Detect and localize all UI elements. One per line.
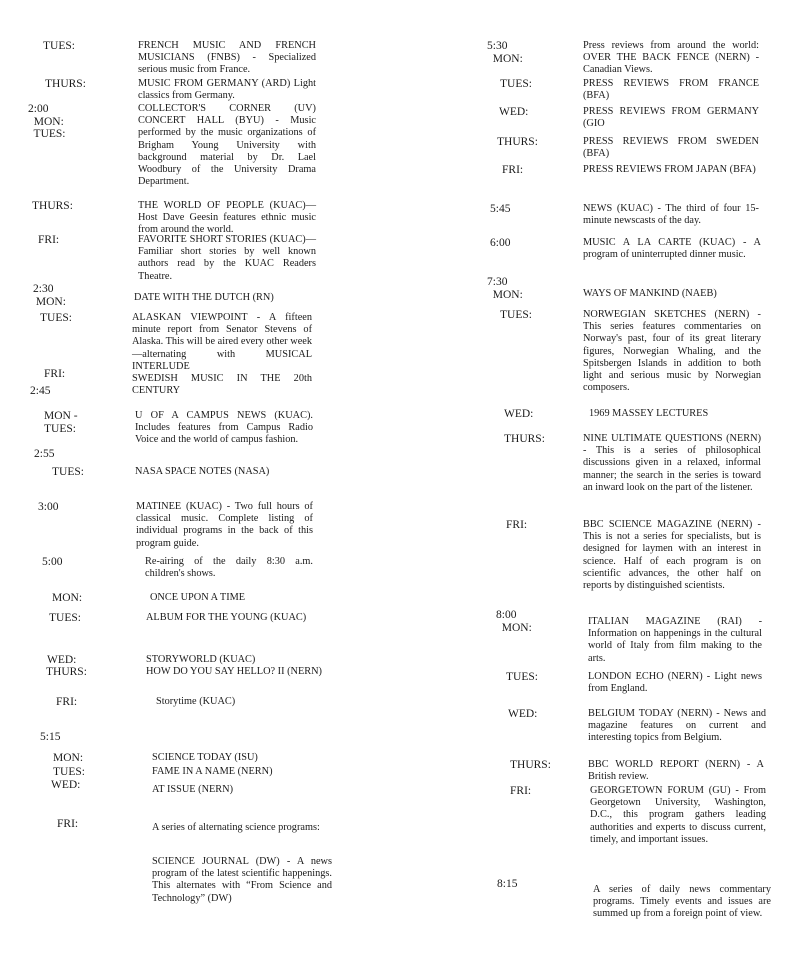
time-day-label: WED: [508, 708, 538, 720]
time-day-label: WED: [499, 106, 529, 118]
time-day-label: 2:00 MON: TUES: [28, 103, 66, 140]
program-description: PRESS REVIEWS FROM SWEDEN (BFA) [583, 136, 759, 160]
time-day-label: TUES: [40, 312, 72, 324]
time-day-label: 6:00 [490, 237, 511, 249]
time-day-label: FRI: [506, 519, 528, 531]
time-day-label: TUES: [506, 671, 538, 683]
program-description: ALBUM FOR THE YOUNG (KUAC) [146, 612, 307, 623]
program-description: MUSIC FROM GERMANY (ARD) Light classics from Germany. [138, 78, 316, 102]
time-day-label: TUES: [52, 466, 84, 478]
program-description: ITALIAN MAGAZINE (RAI) - Information on happenings in the cultural world of Italy from film making to the arts. [588, 616, 762, 664]
right-column [400, 0, 800, 980]
time-day-label: 8:15 [497, 878, 518, 890]
time-day-label: FRI: [57, 818, 79, 830]
time-day-label: 5:30 MON: [487, 40, 523, 65]
program-description: Press reviews from around the world: OVER THE BACK FENCE (NERN) - Canadian Views. [583, 40, 759, 76]
time-day-label: 7:30 MON: [487, 276, 523, 301]
program-description: MUSIC A LA CARTE (KUAC) - A program of uninterrupted dinner music. [583, 237, 761, 261]
program-description: DATE WITH THE DUTCH (RN) [134, 292, 274, 303]
time-day-label: FRI: [38, 234, 60, 246]
program-description: THE WORLD OF PEOPLE (KUAC)—Host Dave Geesin features ethnic music from around the world. [138, 200, 316, 236]
program-description: NASA SPACE NOTES (NASA) [135, 466, 270, 477]
program-description: Re-airing of the daily 8:30 a.m. children's shows. [145, 556, 313, 580]
program-description: BELGIUM TODAY (NERN) - News and magazine features on current and interesting topics from Belgium. [588, 708, 766, 744]
program-description: AT ISSUE (NERN) [152, 784, 234, 795]
time-day-label: THURS: [497, 136, 538, 148]
program-description: BBC SCIENCE MAGAZINE (NERN) - This is not a series for specialists, but is designed for laymen with an interest in science. Half of each program is on scientific advances, the other half on reports by distinguished scientists. [583, 519, 761, 592]
program-description: NORWEGIAN SKETCHES (NERN) - This series features commentaries on Norway's past, four of its great literary figures, Norwegian Whaling, and the Spitsbergen Islands in addition to both light and serious music by Norwegian composers. [583, 309, 761, 394]
time-day-label: FRI: [56, 696, 78, 708]
program-description: SWEDISH MUSIC IN THE 20th CENTURY [132, 373, 312, 397]
program-description: SCIENCE TODAY (ISU) [152, 752, 258, 763]
time-day-label: TUES: [43, 40, 75, 52]
program-description: STORYWORLD (KUAC) [146, 654, 256, 665]
program-description: FAME IN A NAME (NERN) [152, 766, 273, 777]
time-day-label: 5:45 [490, 203, 511, 215]
program-description: PRESS REVIEWS FROM FRANCE (BFA) [583, 78, 759, 102]
time-day-label: 8:00 MON: [496, 609, 532, 634]
program-description: SCIENCE JOURNAL (DW) - A news program of the latest scientific happenings. This alternates with “From Science and Technology” (DW) [152, 856, 332, 904]
program-description: GEORGETOWN FORUM (GU) - From Georgetown University, Washington, D.C., this program gathers leading authorities and experts to discuss current, timely, and important issues. [590, 785, 766, 845]
time-day-label: MON: [52, 592, 83, 604]
program-description: 1969 MASSEY LECTURES [589, 408, 709, 419]
time-day-label: MON: [53, 752, 84, 764]
program-description: A series of daily news commentary programs. Timely events and issues are summed up from a foreign point of view. [593, 884, 771, 920]
program-description: WAYS OF MANKIND (NAEB) [583, 288, 717, 299]
time-day-label: TUES: [500, 78, 532, 90]
program-description: NINE ULTIMATE QUESTIONS (NERN) - This is a series of philosophical discussions given in a relaxed, informal manner; the search in the series is toward an inward look on the part of the listener. [583, 433, 761, 493]
program-description: COLLECTOR'S CORNER (UV) CONCERT HALL (BYU) - Music performed by the music organizations of Brigham Young University with background material by Dr. Lael Woodbury of the University Drama Department. [138, 103, 316, 188]
time-day-label: THURS: [32, 200, 73, 212]
time-day-label: 3:00 [38, 501, 59, 513]
program-description: BBC WORLD REPORT (NERN) - A British review. [588, 759, 764, 783]
time-day-label: FRI: [44, 368, 66, 380]
program-description: A series of alternating science programs: [152, 822, 320, 833]
time-day-label: THURS: [504, 433, 545, 445]
program-description: ALASKAN VIEWPOINT - A fifteen minute report from Senator Stevens of Alaska. This will be aired every other week—alternating with MUSICAL INTERLUDE [132, 312, 312, 372]
time-day-label: 5:00 [42, 556, 63, 568]
time-day-label: WED: [51, 779, 81, 791]
program-description: NEWS (KUAC) - The third of four 15-minute newscasts of the day. [583, 203, 759, 227]
time-day-label: FRI: [502, 164, 524, 176]
program-description: PRESS REVIEWS FROM JAPAN (BFA) [583, 164, 756, 175]
program-description: ONCE UPON A TIME [150, 592, 246, 603]
time-day-label: TUES: [500, 309, 532, 321]
program-description: FRENCH MUSIC AND FRENCH MUSICIANS (FNBS) - Specialized serious music from France. [138, 40, 316, 76]
time-day-label: 2:45 [30, 385, 51, 397]
time-day-label: TUES: [53, 766, 85, 778]
program-description: LONDON ECHO (NERN) - Light news from England. [588, 671, 762, 695]
program-description: FAVORITE SHORT STORIES (KUAC)—Familiar short stories by well known authors read by the KUAC Readers Theatre. [138, 234, 316, 282]
time-day-label: WED: [504, 408, 534, 420]
time-day-label: 5:15 [40, 731, 61, 743]
time-day-label: FRI: [510, 785, 532, 797]
program-description: Storytime (KUAC) [156, 696, 236, 707]
time-day-label: THURS: [46, 666, 87, 678]
program-description: HOW DO YOU SAY HELLO? II (NERN) [146, 666, 322, 677]
time-day-label: MON - TUES: [44, 410, 78, 435]
program-description: MATINEE (KUAC) - Two full hours of classical music. Complete listing of individual programs in the back of this program guide. [136, 501, 313, 549]
time-day-label: 2:30 MON: [33, 283, 66, 308]
time-day-label: 2:55 [34, 448, 55, 460]
program-description: U OF A CAMPUS NEWS (KUAC). Includes features from Campus Radio Voice and the world of campus fashion. [135, 410, 313, 446]
time-day-label: THURS: [510, 759, 551, 771]
time-day-label: WED: [47, 654, 77, 666]
time-day-label: THURS: [45, 78, 86, 90]
time-day-label: TUES: [49, 612, 81, 624]
program-description: PRESS REVIEWS FROM GERMANY (GIO [583, 106, 759, 130]
